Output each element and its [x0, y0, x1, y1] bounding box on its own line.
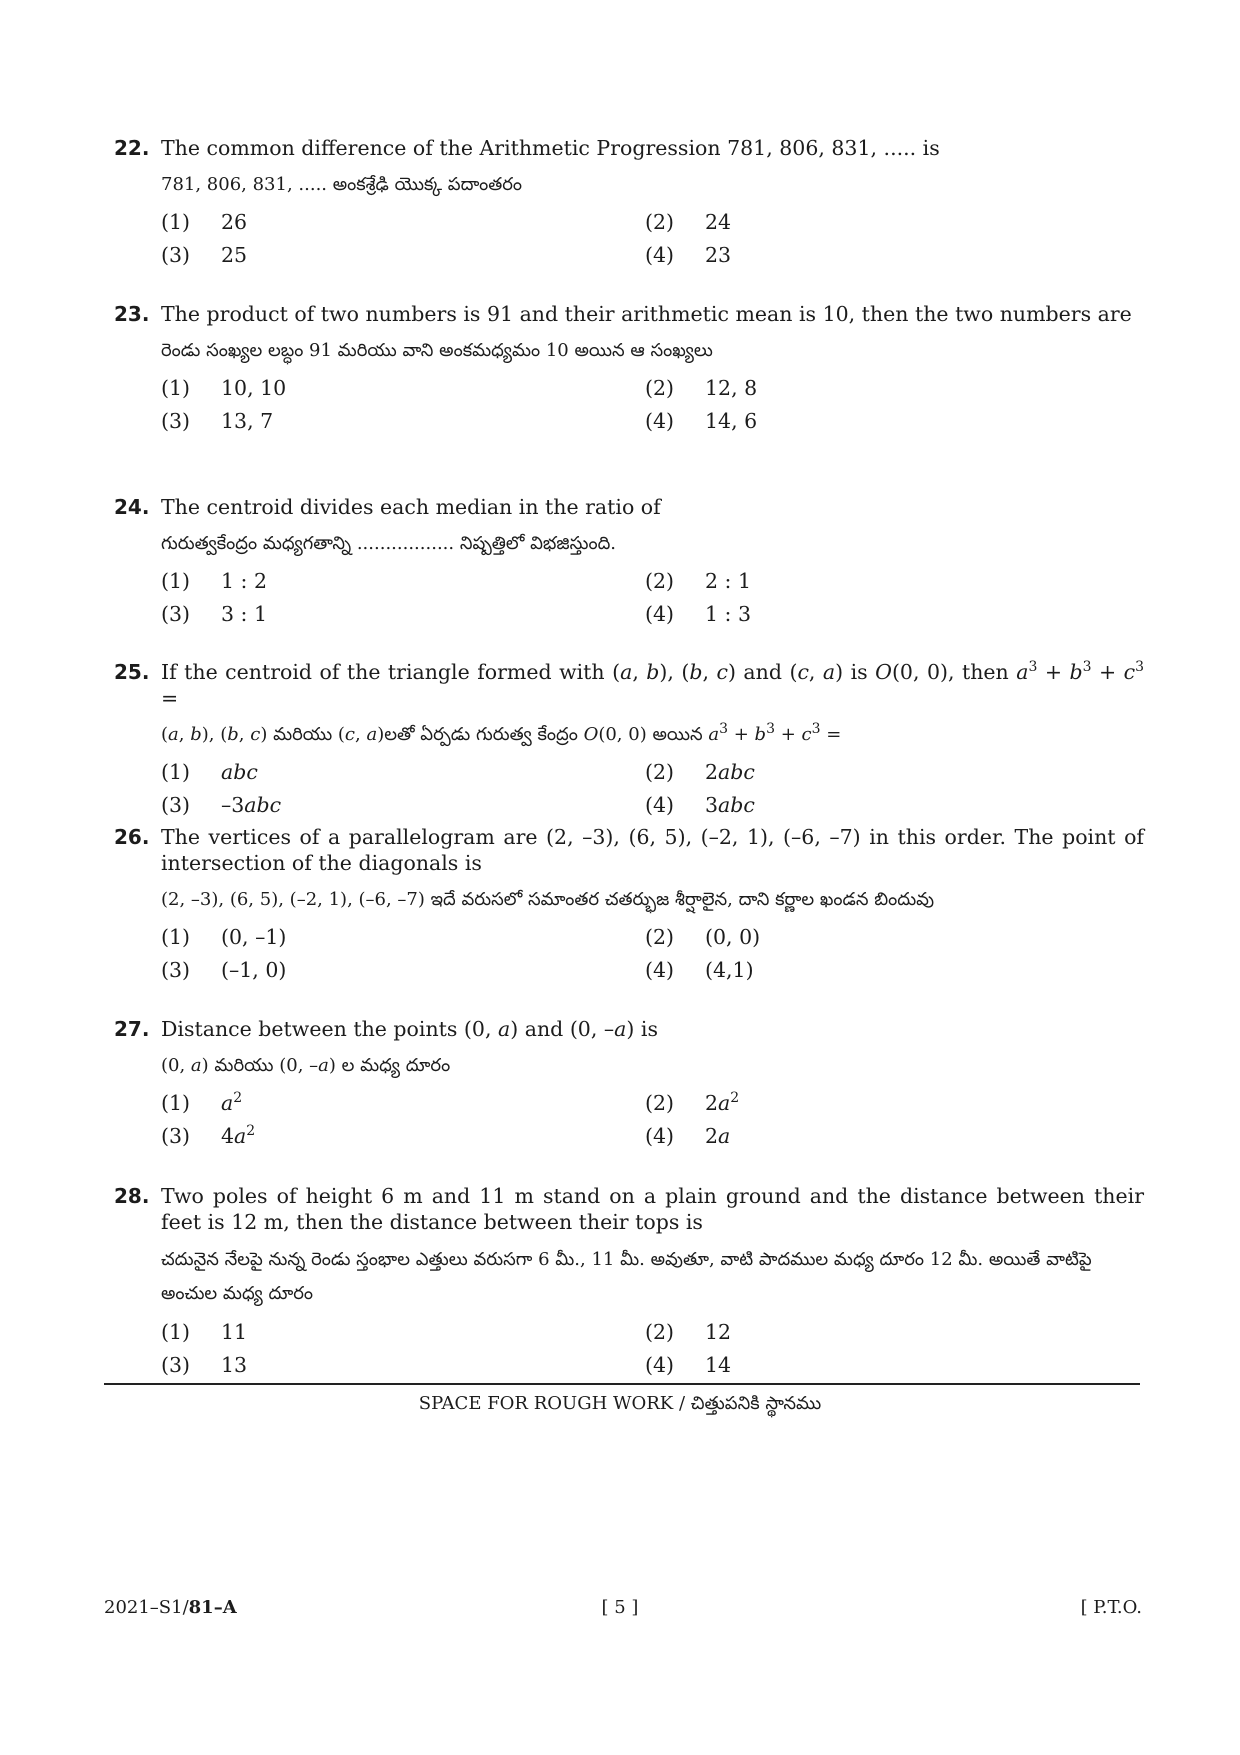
option-4: (4) 1 : 3: [645, 602, 752, 626]
question-text-te: రెండు సంఖ్యల లబ్ధం 91 మరియు వాని అంకమధ్యమం 10 అయిన ఆ సంఖ్యలు: [161, 340, 713, 361]
option-2: (2) 24: [645, 210, 732, 234]
question-text-te: (2, –3), (6, 5), (–2, 1), (–6, –7) ఇదే వరుసలో సమాంతర చతర్భుజ శీర్షాలైన, దాని కర్ణాల ఖండన బిందువు: [161, 889, 935, 910]
question-number: 25.: [114, 660, 150, 684]
option-4: (4) (4,1): [645, 958, 754, 982]
options: [161, 568, 1144, 627]
option-1: (1) 26: [161, 210, 248, 234]
option-2: (2) 12, 8: [645, 376, 758, 400]
option-2: (2) 2abc: [645, 760, 755, 784]
options: [161, 375, 1144, 434]
option-4: (4) 14, 6: [645, 409, 758, 433]
divider-rule: [104, 1383, 1140, 1385]
question-text-te: (0, a) మరియు (0, –a) ల మధ్య దూరం: [161, 1055, 451, 1076]
question-text-en: The centroid divides each median in the ratio of: [161, 495, 661, 519]
option-2: (2) 2 : 1: [645, 569, 752, 593]
question-text-te: (a, b), (b, c) మరియు (c, a)లతో ఏర్పడు గురుత్వ కేంద్రం O(0, 0) అయిన $a^3 + b^3 + c^3$ =: [161, 721, 842, 745]
option-1: (1) 11: [161, 1320, 248, 1344]
option-3: (3) –3abc: [161, 793, 282, 817]
page-number: [ 5 ]: [601, 1597, 639, 1618]
question-text-te: 781, 806, 831, ..... అంకశ్రేఢి యొక్క పదాంతరం: [161, 174, 523, 195]
option-3: (3) 13: [161, 1353, 248, 1377]
option-1: (1) abc: [161, 760, 258, 784]
pto-label: [ P.T.O.: [1080, 1597, 1142, 1618]
options: [161, 1090, 1144, 1149]
question-text-en: If the centroid of the triangle formed with (a, b), (b, c) and (c, a) is O(0, 0), then $a^3 + b^3 + c^3$ =: [161, 659, 1144, 710]
option-4: (4) 23: [645, 243, 732, 267]
question-27: [114, 1016, 1144, 1149]
question-number: 26.: [114, 825, 150, 849]
question-25: [114, 659, 1144, 818]
option-1: (1) $a^2$: [161, 1090, 243, 1115]
option-1: (1) (0, –1): [161, 925, 287, 949]
question-23: [114, 301, 1144, 434]
option-4: (4) 2a: [645, 1124, 731, 1148]
option-1: (1) 10, 10: [161, 376, 287, 400]
option-3: (3) 25: [161, 243, 248, 267]
rough-work-label: SPACE FOR ROUGH WORK / చిత్తుపనికి స్థానము: [418, 1393, 822, 1414]
option-2: (2) 12: [645, 1320, 732, 1344]
question-26: [114, 824, 1144, 983]
question-number: 27.: [114, 1017, 150, 1041]
question-text-en: Distance between the points (0, a) and (0, –a) is: [161, 1017, 658, 1041]
option-3: (3) 13, 7: [161, 409, 274, 433]
options: [161, 1319, 1144, 1378]
question-24: [114, 494, 1144, 627]
question-number: 28.: [114, 1184, 150, 1208]
question-22: [114, 135, 1144, 268]
question-text-en: The vertices of a parallelogram are (2, –3), (6, 5), (–2, 1), (–6, –7) in this order. The point of intersection of the diagonals is: [161, 825, 1144, 875]
option-4: (4) 14: [645, 1353, 732, 1377]
paper-code: 2021–S1/81–A: [104, 1597, 237, 1618]
options: [161, 759, 1144, 818]
option-3: (3) 3 : 1: [161, 602, 268, 626]
question-text-en: The product of two numbers is 91 and their arithmetic mean is 10, then the two numbers are: [161, 302, 1132, 326]
question-text-te: చదునైన నేలపై నున్న రెండు స్తంభాల ఎత్తులు వరుసగా 6 మీ., 11 మీ. అవుతూ, వాటి పాదముల మధ్య దూరం 12 మీ. అయితే వాటిపై అంచుల మధ్య దూరం: [161, 1249, 1092, 1304]
option-1: (1) 1 : 2: [161, 569, 268, 593]
option-3: (3) (–1, 0): [161, 958, 287, 982]
question-28: [114, 1183, 1144, 1378]
option-3: (3) $4a^2$: [161, 1123, 256, 1148]
question-number: 24.: [114, 495, 150, 519]
option-2: (2) $2a^2$: [645, 1090, 740, 1115]
question-number: 22.: [114, 136, 150, 160]
question-text-en: Two poles of height 6 m and 11 m stand on a plain ground and the distance between their feet is 12 m, then the distance between their tops is: [161, 1184, 1144, 1234]
question-number: 23.: [114, 302, 150, 326]
option-4: (4) 3abc: [645, 793, 755, 817]
question-text-en: The common difference of the Arithmetic Progression 781, 806, 831, ..... is: [161, 136, 940, 160]
options: [161, 924, 1144, 983]
options: [161, 209, 1144, 268]
option-2: (2) (0, 0): [645, 925, 761, 949]
question-text-te: గురుత్వకేంద్రం మధ్యగతాన్ని ................. నిష్పత్తిలో విభజిస్తుంది.: [161, 533, 617, 554]
